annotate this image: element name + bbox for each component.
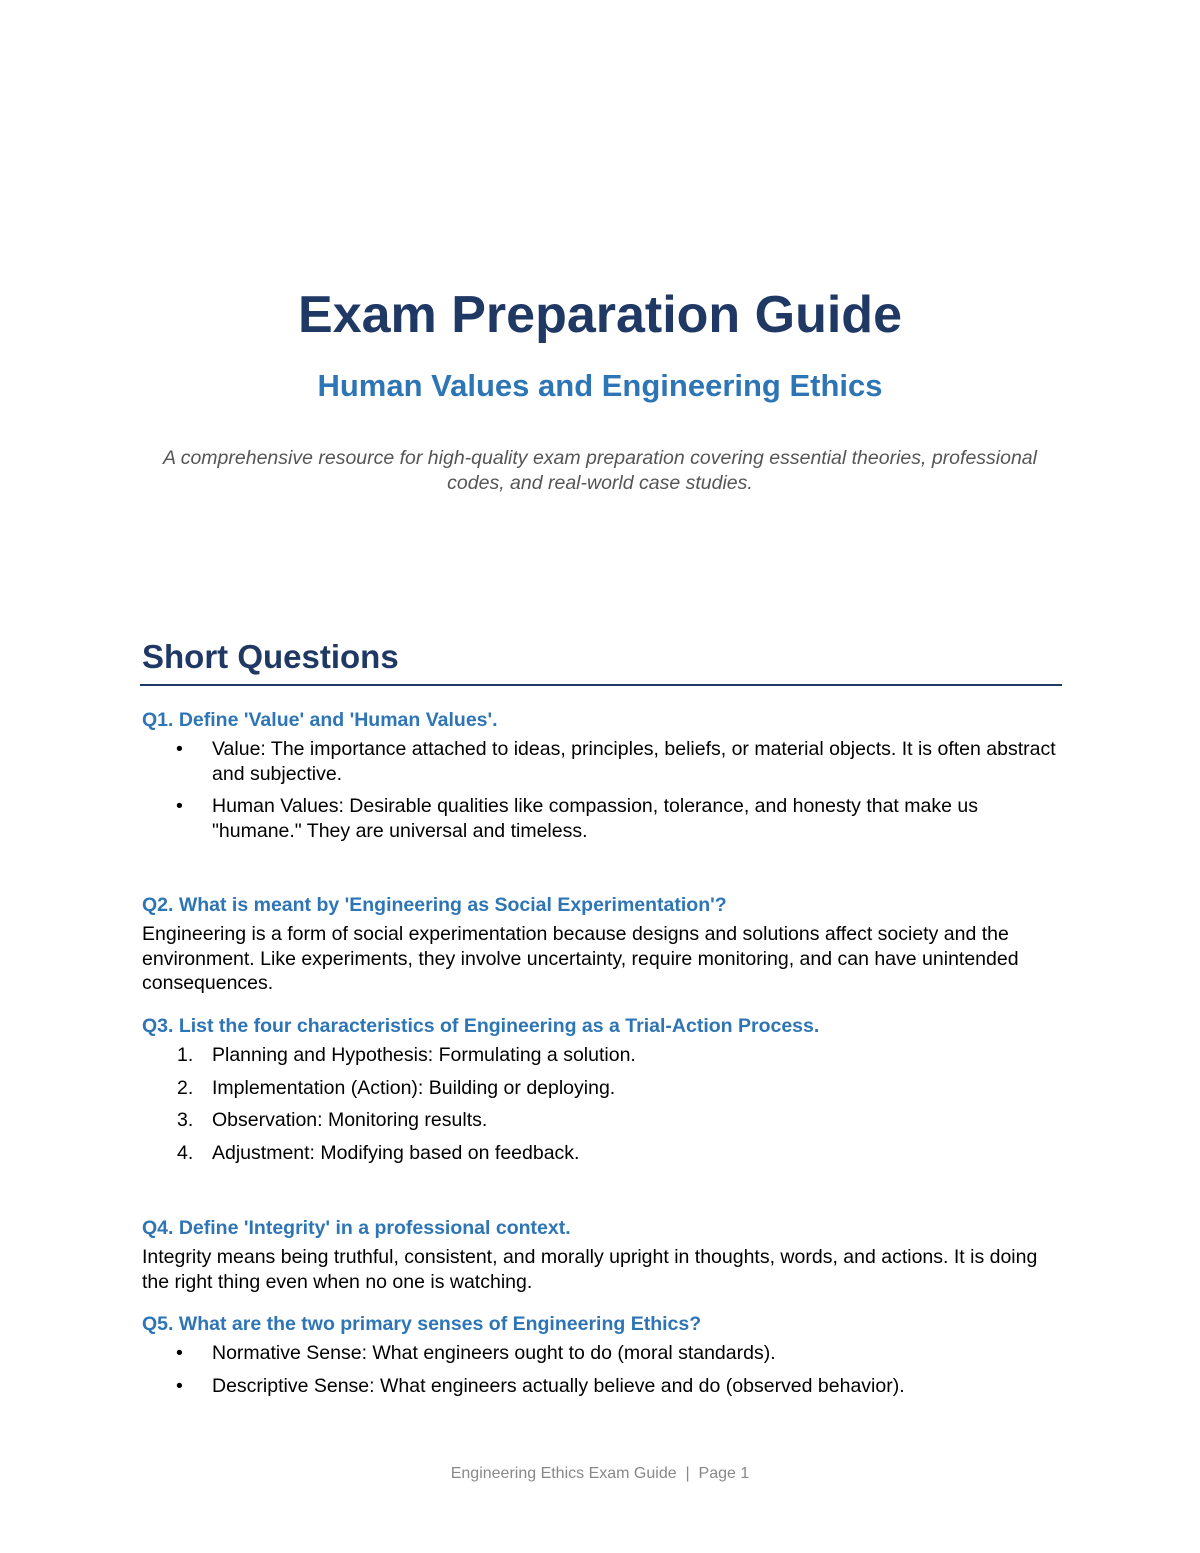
list-item [142, 1141, 1062, 1166]
question-1 [142, 707, 1062, 851]
bullet-marker: • [176, 795, 183, 817]
list-item-text: Human Values: Desirable qualities like compassion, tolerance, and honesty that make us "humane." They are universal and timeless. [212, 795, 978, 842]
list-item-text: Adjustment: Modifying based on feedback. [212, 1141, 580, 1164]
number-marker: 1. [177, 1044, 194, 1066]
list-item-text: Value: The importance attached to ideas, principles, beliefs, or material objects. It is often abstract and subjective. [212, 738, 1056, 785]
question-title: Q3. List the four characteristics of Engineering as a Trial-Action Process. [142, 1015, 820, 1037]
section-divider [140, 684, 1062, 686]
list-item-text: Observation: Monitoring results. [212, 1109, 488, 1131]
bullet-list [142, 1341, 1062, 1398]
bullet-list [142, 737, 1062, 843]
list-item [142, 1043, 1062, 1068]
question-title: Q4. Define 'Integrity' in a professional context. [142, 1217, 571, 1239]
question-4 [142, 1215, 1062, 1294]
bullet-marker: • [176, 1374, 183, 1397]
list-item [142, 737, 1062, 786]
answer-text: Integrity means being truthful, consistent, and morally upright in thoughts, words, and actions. It is doing the right thing even when no one is watching. [142, 1246, 1038, 1293]
list-item-text: Planning and Hypothesis: Formulating a solution. [212, 1044, 636, 1066]
footer-text: Engineering Ethics Exam Guide | Page 1 [450, 1465, 750, 1482]
list-item-text: Descriptive Sense: What engineers actually believe and do (observed behavior). [212, 1374, 905, 1397]
section-heading: Short Questions [142, 638, 399, 675]
list-item-text: Implementation (Action): Building or deploying. [212, 1076, 616, 1099]
list-item [142, 1108, 1062, 1133]
list-item [142, 794, 1062, 843]
question-title: Q1. Define 'Value' and 'Human Values'. [142, 709, 498, 731]
bullet-marker: • [176, 738, 183, 760]
list-item [142, 1374, 1062, 1399]
question-2 [142, 892, 1062, 996]
question-5 [142, 1311, 1062, 1406]
answer-text: Engineering is a form of social experimentation because designs and solutions affect society and the environment. Like experiments, they involve uncertainty, require monitoring, and can have unintended consequences. [142, 923, 1019, 994]
numbered-list [142, 1043, 1062, 1165]
question-title: Q5. What are the two primary senses of Engineering Ethics? [142, 1313, 702, 1335]
document-title: Exam Preparation Guide [298, 286, 902, 344]
question-3 [142, 1013, 1062, 1173]
intro-text: A comprehensive resource for high-quality exam preparation covering essential theories, professional codes, and real-world case studies. [163, 447, 1037, 494]
list-item-text: Normative Sense: What engineers ought to do (moral standards). [212, 1342, 776, 1364]
document-subtitle: Human Values and Engineering Ethics [317, 368, 883, 403]
number-marker: 4. [177, 1141, 194, 1164]
page-footer [0, 1464, 1200, 1484]
list-item [142, 1076, 1062, 1101]
question-title: Q2. What is meant by 'Engineering as Social Experimentation'? [142, 894, 727, 916]
number-marker: 2. [177, 1076, 194, 1099]
number-marker: 3. [177, 1109, 194, 1131]
list-item [142, 1341, 1062, 1366]
bullet-marker: • [176, 1342, 183, 1364]
